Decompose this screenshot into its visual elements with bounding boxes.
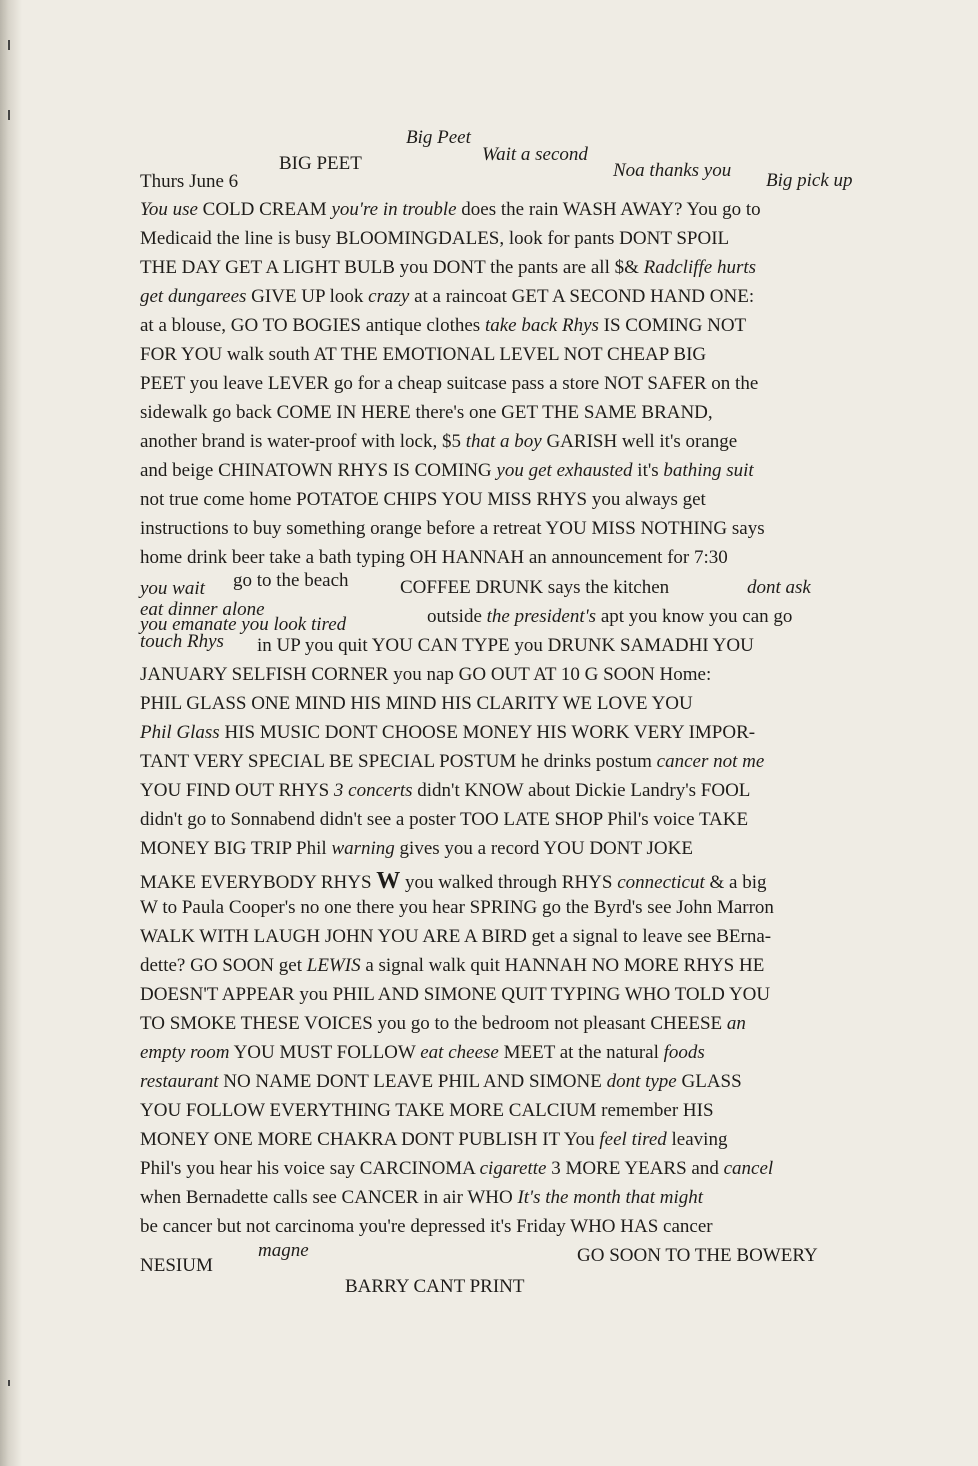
text-segment: warning (331, 838, 395, 859)
text-line (140, 1130, 900, 1149)
mixed-coffee: COFFEE DRUNK says the kitchen (400, 577, 670, 598)
text-line (140, 1188, 900, 1207)
text-segment: when Bernadette calls see CANCER in air WHO (140, 1187, 518, 1208)
header-big-peet-italic: Big Peet (406, 127, 471, 148)
text-segment: JANUARY SELFISH CORNER you nap GO OUT AT 10 G SOON Home: (140, 664, 712, 685)
text-segment: and beige CHINATOWN RHYS IS COMING (140, 460, 497, 481)
text-segment: gives you a record YOU DONT JOKE (394, 838, 693, 859)
mixed-go-beach: go to the beach (233, 570, 349, 591)
text-segment: be cancer but not carcinoma you're depressed it's Friday WHO HAS cancer (140, 1216, 713, 1237)
text-segment: GLASS (676, 1071, 742, 1092)
text-line (140, 723, 900, 742)
text-line (140, 258, 900, 277)
text-line (140, 1159, 900, 1178)
text-segment: you get exhausted (496, 460, 633, 481)
text-segment: You use (140, 199, 198, 220)
text-line (140, 694, 900, 713)
text-line (140, 432, 900, 451)
mixed-in-up: in UP you quit YOU CAN TYPE you DRUNK SAMADHI YOU (257, 635, 754, 656)
header-big-peet: BIG PEET (279, 153, 362, 174)
text-segment: dette? GO SOON get (140, 955, 307, 976)
text-line (140, 490, 900, 509)
text-segment: WALK WITH LAUGH JOHN YOU ARE A BIRD get a signal to leave see BErna- (140, 926, 772, 947)
text-segment: home drink beer take a bath typing OH HANNAH an announcement for 7:30 (140, 547, 728, 568)
text-line (140, 316, 900, 335)
text-segment: bathing suit (663, 460, 754, 481)
text-segment: IS COMING NOT (598, 315, 747, 336)
text-segment: GARISH well it's orange (541, 431, 738, 452)
text-segment: instructions to buy something orange before a retreat YOU MISS NOTHING says (140, 518, 765, 539)
text-line (140, 752, 900, 771)
text-segment: YOU MUST FOLLOW (229, 1042, 421, 1063)
text-segment: YOU FOLLOW EVERYTHING TAKE MORE CALCIUM remember HIS (140, 1100, 714, 1121)
header-noa-thanks: Noa thanks you (613, 160, 732, 181)
mixed-touch-rhys: touch Rhys (140, 631, 224, 652)
text-line (140, 781, 900, 800)
text-segment: cancer not me (656, 751, 765, 772)
text-segment: 3 MORE YEARS and (546, 1158, 724, 1179)
header-wait-a-second: Wait a second (482, 144, 588, 165)
text-line (140, 898, 900, 917)
text-segment: an (726, 1013, 746, 1034)
footer-nesium: NESIUM (140, 1255, 213, 1276)
mixed-you-emanate: you emanate you look tired (140, 614, 347, 635)
text-segment: NO NAME DONT LEAVE PHIL AND SIMONE (218, 1071, 607, 1092)
text-segment: MONEY BIG TRIP Phil (140, 838, 332, 859)
text-segment: TANT VERY SPECIAL BE SPECIAL POSTUM he drinks postum (140, 751, 657, 772)
text-segment: at a blouse, GO TO BOGIES antique clothes (140, 315, 485, 336)
footer-bowery: GO SOON TO THE BOWERY (577, 1245, 818, 1266)
text-line (140, 1014, 900, 1033)
text-segment: DOESN'T APPEAR you PHIL AND SIMONE QUIT TYPING WHO TOLD YOU (140, 984, 771, 1005)
mixed-outside-text: outside (427, 606, 487, 627)
w-line-connecticut: connecticut (617, 872, 705, 893)
text-segment: HIS MUSIC DONT CHOOSE MONEY HIS WORK VERY IMPOR- (219, 722, 756, 743)
text-segment: COLD CREAM (197, 199, 332, 220)
text-line (140, 229, 900, 248)
text-segment: LEWIS (306, 955, 361, 976)
text-line (140, 403, 900, 422)
text-segment: does the rain WASH AWAY? You go to (456, 199, 761, 220)
w-line (140, 869, 767, 893)
text-segment: cancel (723, 1158, 774, 1179)
text-segment: at a raincoat GET A SECOND HAND ONE: (409, 286, 755, 307)
mixed-eat-dinner: eat dinner alone (140, 599, 265, 620)
text-line (140, 1072, 900, 1091)
text-line (140, 665, 900, 684)
text-segment: Phil Glass (140, 722, 220, 743)
text-segment: YOU FIND OUT RHYS (140, 780, 334, 801)
footer-barry: BARRY CANT PRINT (345, 1276, 525, 1297)
text-segment: foods (663, 1042, 705, 1063)
text-segment: 3 concerts (333, 780, 413, 801)
text-line (140, 927, 900, 946)
text-segment: feel tired (599, 1129, 667, 1150)
mixed-you-wait: you wait (140, 578, 205, 599)
text-segment: TO SMOKE THESE VOICES you go to the bedroom not pleasant CHEESE (140, 1013, 727, 1034)
w-line-before: MAKE EVERYBODY RHYS (140, 872, 377, 893)
text-line (140, 1217, 900, 1236)
footer-magne: magne (258, 1240, 309, 1261)
text-segment: didn't KNOW about Dickie Landry's FOOL (412, 780, 751, 801)
text-line (140, 1101, 900, 1120)
text-segment: another brand is water-proof with lock, $5 (140, 431, 466, 452)
text-segment: take back Rhys (484, 315, 599, 336)
text-line (140, 374, 900, 393)
text-segment: It's the month that might (517, 1187, 704, 1208)
text-segment: crazy (368, 286, 410, 307)
text-segment: PHIL GLASS ONE MIND HIS MIND HIS CLARITY WE LOVE YOU (140, 693, 693, 714)
text-line (140, 461, 900, 480)
text-line (140, 985, 900, 1004)
text-segment: THE DAY GET A LIGHT BULB you DONT the pants are all $& (140, 257, 644, 278)
text-segment: get dungarees (140, 286, 247, 307)
text-line (140, 956, 900, 975)
text-segment: sidewalk go back COME IN HERE there's one GET THE SAME BRAND, (140, 402, 713, 423)
text-segment: cigarette (479, 1158, 547, 1179)
text-segment: restaurant (140, 1071, 219, 1092)
text-segment: MONEY ONE MORE CHAKRA DONT PUBLISH IT You (140, 1129, 600, 1150)
text-line (140, 200, 900, 219)
mixed-outside (427, 607, 792, 626)
text-segment: MEET at the natural (498, 1042, 664, 1063)
mixed-presidents: the president's (486, 606, 597, 627)
text-segment: Radcliffe hurts (643, 257, 757, 278)
text-segment: it's (632, 460, 664, 481)
w-line-end: & a big (704, 872, 767, 893)
text-line (140, 345, 900, 364)
text-segment: PEET you leave LEVER go for a cheap suitcase pass a store NOT SAFER on the (140, 373, 759, 394)
text-segment: leaving (666, 1129, 728, 1150)
mixed-apt: apt you know you can go (596, 606, 793, 627)
text-line (140, 1043, 900, 1062)
header-big-pick-up: Big pick up (766, 170, 853, 191)
big-w-letter: W (376, 868, 401, 894)
text-segment: eat cheese (420, 1042, 499, 1063)
text-segment: a signal walk quit HANNAH NO MORE RHYS HE (360, 955, 765, 976)
text-segment: empty room (140, 1042, 230, 1063)
text-segment: not true come home POTATOE CHIPS YOU MISS RHYS you always get (140, 489, 706, 510)
text-segment: Phil's you hear his voice say CARCINOMA (140, 1158, 480, 1179)
text-segment: GIVE UP look (246, 286, 369, 307)
text-segment: dont type (606, 1071, 677, 1092)
text-line (140, 810, 900, 829)
text-segment: W to Paula Cooper's no one there you hear SPRING go the Byrd's see John Marron (140, 897, 774, 918)
text-segment: didn't go to Sonnabend didn't see a poster TOO LATE SHOP Phil's voice TAKE (140, 809, 749, 830)
w-line-after: you walked through RHYS (400, 872, 618, 893)
text-line (140, 519, 900, 538)
text-segment: that a boy (465, 431, 542, 452)
mixed-dont-ask: dont ask (747, 577, 811, 598)
text-segment: you're in trouble (331, 199, 457, 220)
text-line (140, 287, 900, 306)
header-date: Thurs June 6 (140, 171, 239, 192)
text-line (140, 548, 900, 567)
text-line (140, 839, 900, 858)
text-segment: FOR YOU walk south AT THE EMOTIONAL LEVEL NOT CHEAP BIG (140, 344, 707, 365)
text-segment: Medicaid the line is busy BLOOMINGDALES, look for pants DONT SPOIL (140, 228, 730, 249)
